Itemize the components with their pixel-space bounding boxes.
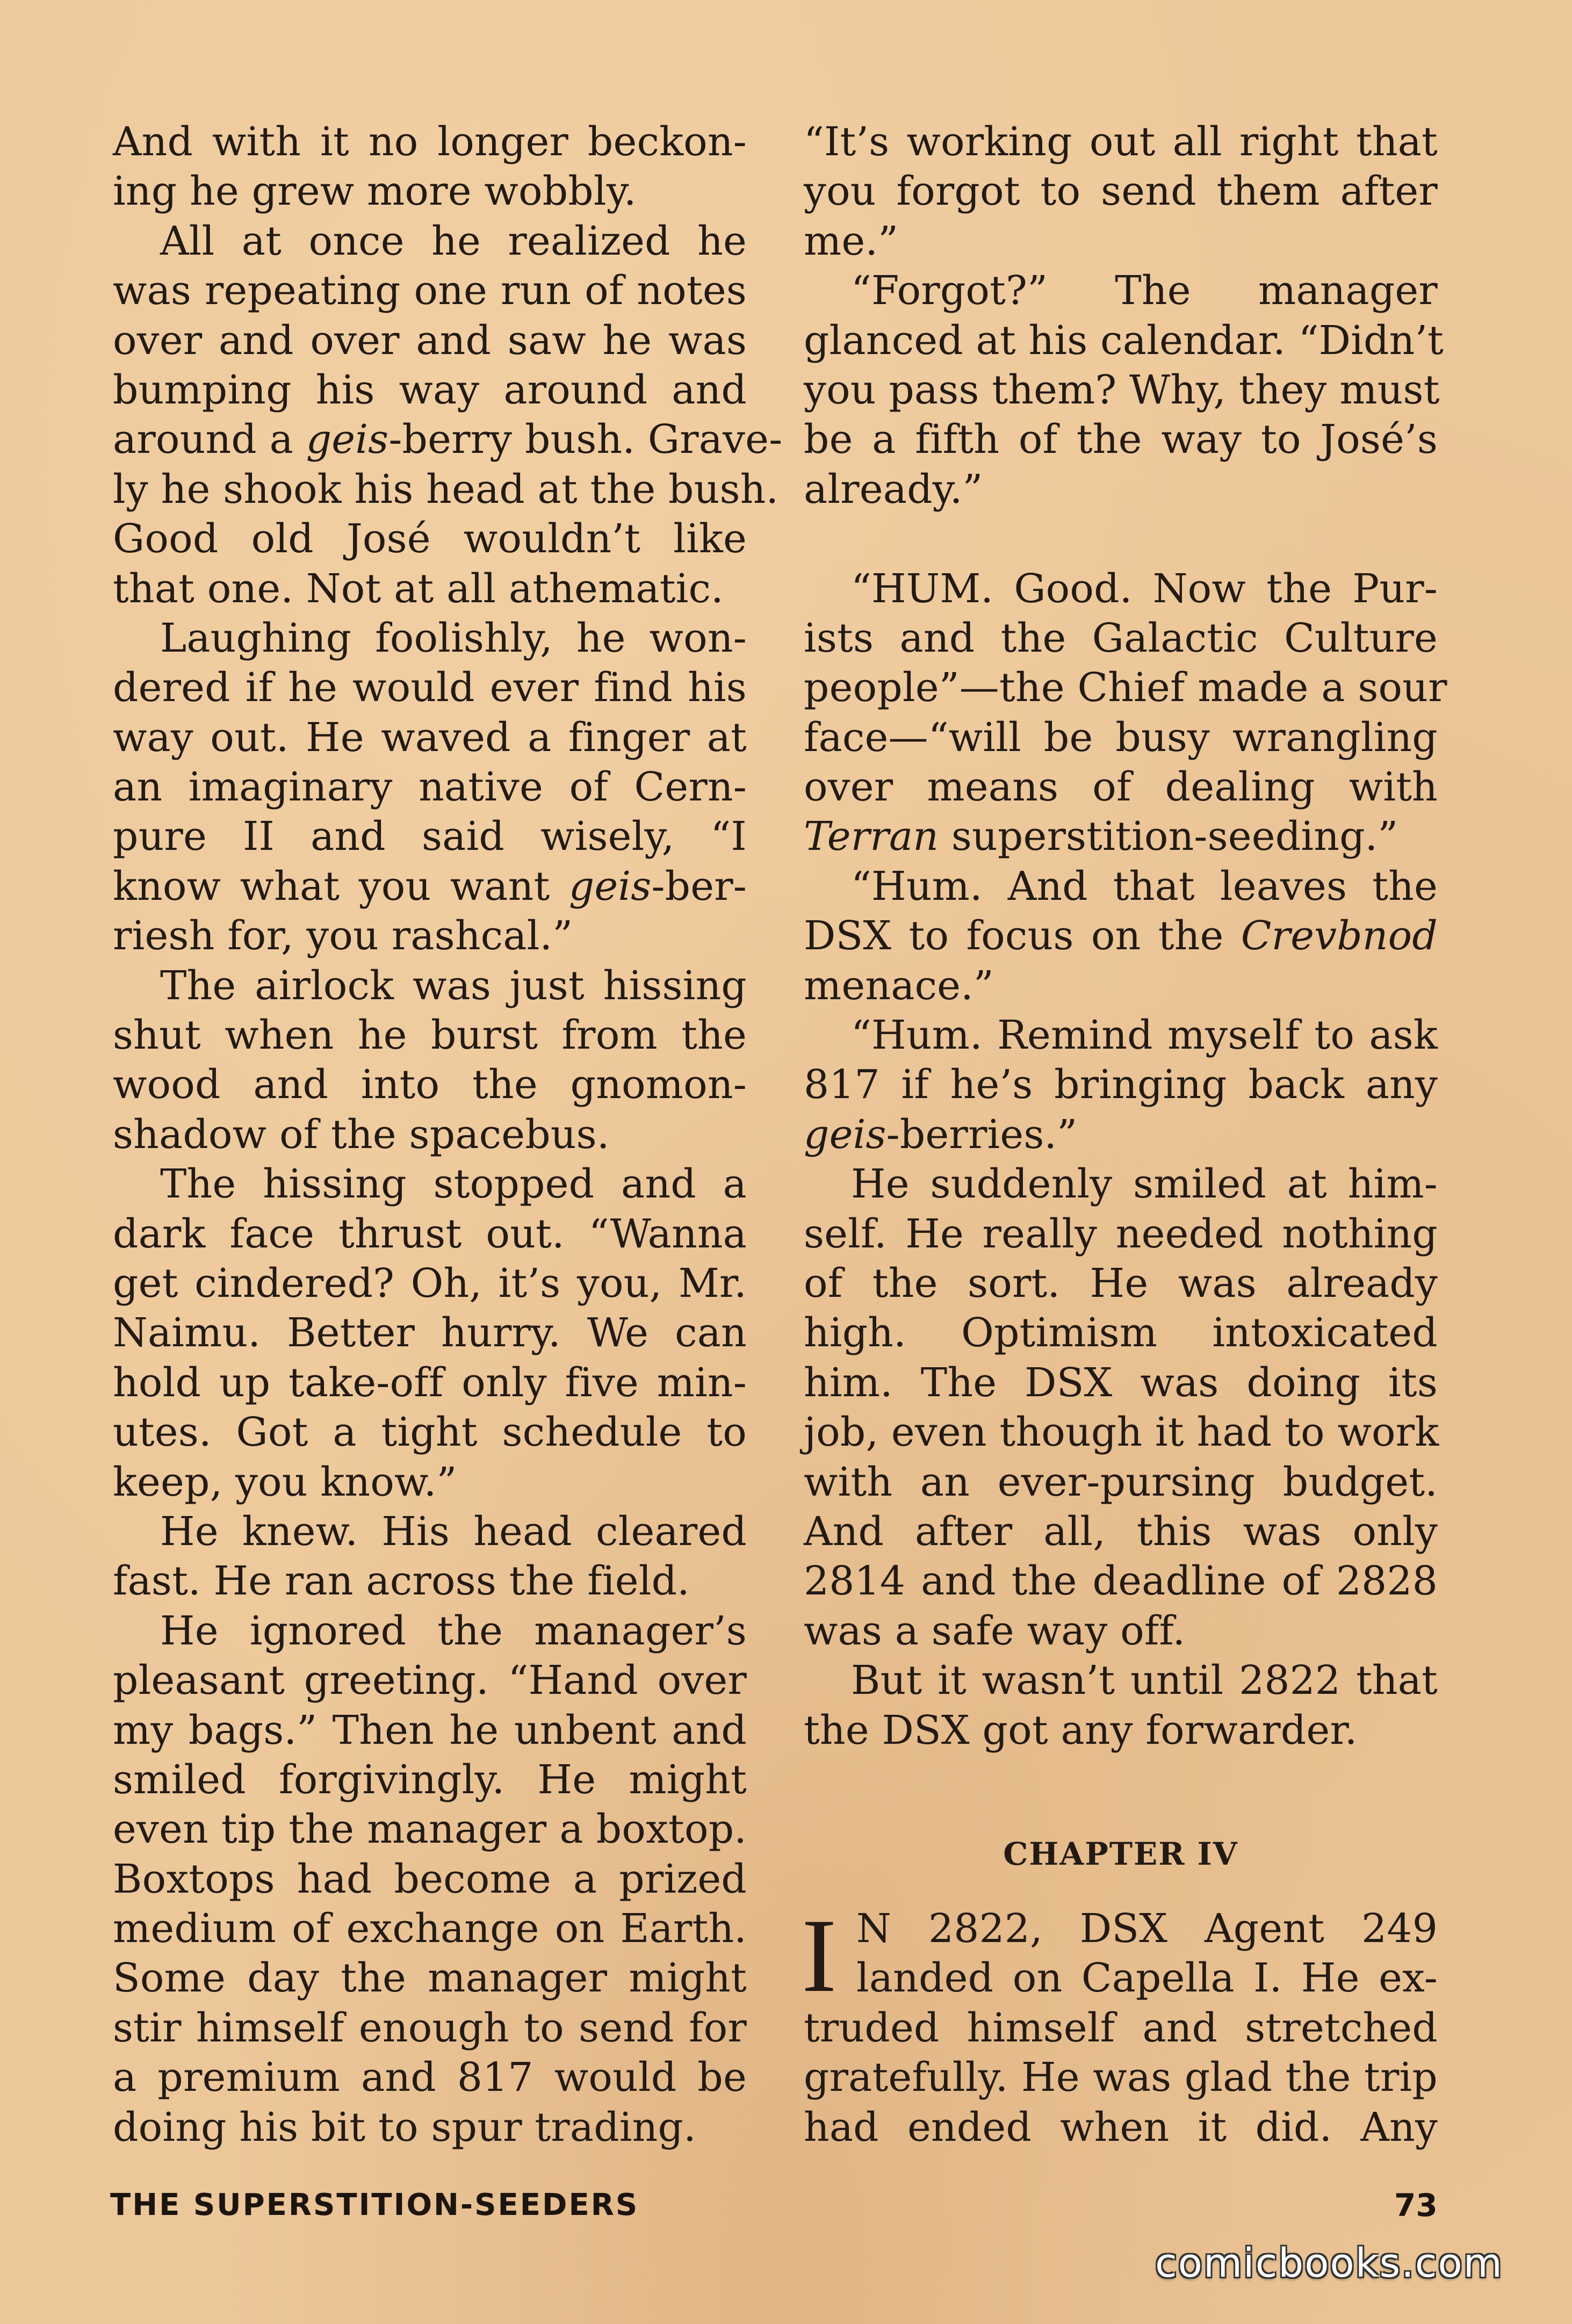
text-line: 817 if he’s bringing back any: [804, 1062, 1438, 1108]
running-title: THE SUPERSTITION-SEEDERS: [110, 2188, 639, 2222]
text-line: over means of dealing with: [804, 764, 1438, 811]
text-line: around a geis-berry bush. Grave-: [113, 416, 783, 463]
page-number: 73: [1394, 2187, 1438, 2224]
text-line: over and over and saw he was: [113, 317, 747, 364]
text-line: even tip the manager a boxtop.: [113, 1806, 747, 1853]
text-line: pleasant greeting. “Hand over: [113, 1657, 747, 1704]
text-line: already.”: [804, 466, 983, 513]
text-line: pure II and said wisely, “I: [113, 813, 747, 860]
spacer: [804, 1755, 1438, 1805]
drop-cap: I: [802, 1897, 837, 2015]
text-line: me.”: [804, 218, 899, 264]
text-line: the DSX got any forwarder.: [804, 1707, 1358, 1753]
text-line: “Hum. And that leaves the: [851, 863, 1438, 910]
text-line: gratefully. He was glad the trip: [804, 2054, 1438, 2101]
text-line: get cindered? Oh, it’s you, Mr.: [113, 1260, 747, 1307]
text-line: landed on Capella I. He ex-: [856, 1955, 1438, 2002]
text-line: high. Optimism intoxicated: [804, 1310, 1438, 1356]
text-line: Naimu. Better hurry. We can: [113, 1310, 747, 1356]
left-text-column: [113, 117, 783, 2152]
text-line: be a fifth of the way to José’s: [804, 416, 1438, 463]
text-line: way out. He waved a finger at: [113, 714, 747, 761]
chapter-opening-lines: [802, 1897, 1438, 2152]
text-line: ists and the Galactic Culture: [804, 615, 1438, 661]
italic-text: geis: [804, 1111, 886, 1158]
text-line: DSX to focus on the Crevbnod: [804, 913, 1438, 959]
text-line: keep, you know.”: [113, 1459, 457, 1505]
text-line: dered if he would ever find his: [113, 665, 747, 711]
text-line: had ended when it did. Any: [804, 2104, 1438, 2150]
text-line: “HUM. Good. Now the Pur-: [851, 565, 1438, 612]
text-line: geis-berries.”: [804, 1111, 1078, 1158]
text-line: Laughing foolishly, he won-: [160, 615, 747, 661]
text-line: you forgot to send them after: [804, 168, 1438, 215]
text-line: glanced at his calendar. “Didn’t: [804, 317, 1444, 364]
italic-text: Crevbnod: [1241, 913, 1438, 959]
text-line: The hissing stopped and a: [160, 1161, 747, 1208]
text-line: ly he shook his head at the bush.: [113, 466, 779, 513]
text-line: truded himself and stretched: [804, 2004, 1438, 2051]
text-line: doing his bit to spur trading.: [113, 2104, 696, 2150]
text-line: Some day the manager might: [113, 1955, 747, 2002]
watermark-logo: comicbooks.com: [1155, 2240, 1503, 2286]
text-line: N 2822, DSX Agent 249: [856, 1906, 1438, 1952]
text-line: All at once he realized he: [160, 218, 747, 264]
text-line: riesh for, you rashcal.”: [113, 913, 573, 959]
text-line: ing he grew more wobbly.: [113, 168, 637, 215]
italic-text: geis: [306, 416, 389, 463]
text-line: of the sort. He was already: [804, 1260, 1438, 1307]
text-line: job, even though it had to work: [804, 1409, 1439, 1456]
text-line: Good old José wouldn’t like: [113, 516, 747, 562]
text-line: “It’s working out all right that: [804, 119, 1438, 165]
text-line: was repeating one run of notes: [113, 268, 747, 314]
text-line: smiled forgivingly. He might: [113, 1756, 747, 1803]
right-column-body: [804, 117, 1447, 1755]
text-line: “Forgot?” The manager: [851, 268, 1438, 314]
text-line: wood and into the gnomon-: [113, 1062, 747, 1108]
text-line: self. He really needed nothing: [804, 1210, 1438, 1257]
text-line: shadow of the spacebus.: [113, 1111, 610, 1158]
italic-text: geis: [568, 863, 652, 910]
text-line: He suddenly smiled at him-: [851, 1161, 1438, 1208]
chapter-heading: CHAPTER IV: [1003, 1836, 1238, 1873]
text-line: He knew. His head cleared: [160, 1508, 747, 1555]
text-line: a premium and 817 would be: [113, 2054, 747, 2101]
text-line: And with it no longer beckon-: [113, 119, 747, 165]
text-line: shut when he burst from the: [113, 1012, 747, 1059]
text-line: Boxtops had become a prized: [113, 1856, 747, 1902]
text-line: was a safe way off.: [804, 1607, 1186, 1654]
text-line: hold up take-off only five min-: [113, 1359, 747, 1406]
text-line: with an ever-pursing budget.: [804, 1459, 1438, 1505]
chapter-opening: [802, 1897, 1438, 2152]
text-line: you pass them? Why, they must: [804, 366, 1440, 413]
text-line: fast. He ran across the field.: [113, 1558, 690, 1605]
text-line: utes. Got a tight schedule to: [113, 1409, 747, 1456]
text-line: medium of exchange on Earth.: [113, 1906, 747, 1952]
text-line: “Hum. Remind myself to ask: [851, 1012, 1438, 1059]
text-line: him. The DSX was doing its: [804, 1359, 1438, 1406]
text-line: bumping his way around and: [113, 366, 747, 413]
text-line: The airlock was just hissing: [160, 962, 747, 1009]
text-line: But it wasn’t until 2822 that: [851, 1657, 1438, 1704]
right-text-column: [802, 117, 1447, 2152]
text-line: menace.”: [804, 962, 994, 1009]
italic-text: Terran: [804, 813, 939, 860]
text-line: Terran superstition-seeding.”: [804, 813, 1398, 860]
text-line: stir himself enough to send for: [113, 2004, 747, 2051]
text-line: dark face thrust out. “Wanna: [113, 1210, 747, 1257]
text-line: an imaginary native of Cern-: [113, 764, 747, 811]
text-line: that one. Not at all athematic.: [113, 565, 724, 612]
text-line: know what you want geis-ber-: [113, 863, 747, 910]
text-line: He ignored the manager’s: [160, 1607, 747, 1654]
text-line: people”—the Chief made a sour: [804, 665, 1447, 711]
text-line: my bags.” Then he unbent and: [113, 1707, 747, 1753]
text-line: [804, 514, 1438, 564]
text-line: face—“will be busy wrangling: [804, 714, 1438, 761]
text-line: And after all, this was only: [804, 1508, 1438, 1555]
text-line: 2814 and the deadline of 2828: [804, 1558, 1438, 1605]
